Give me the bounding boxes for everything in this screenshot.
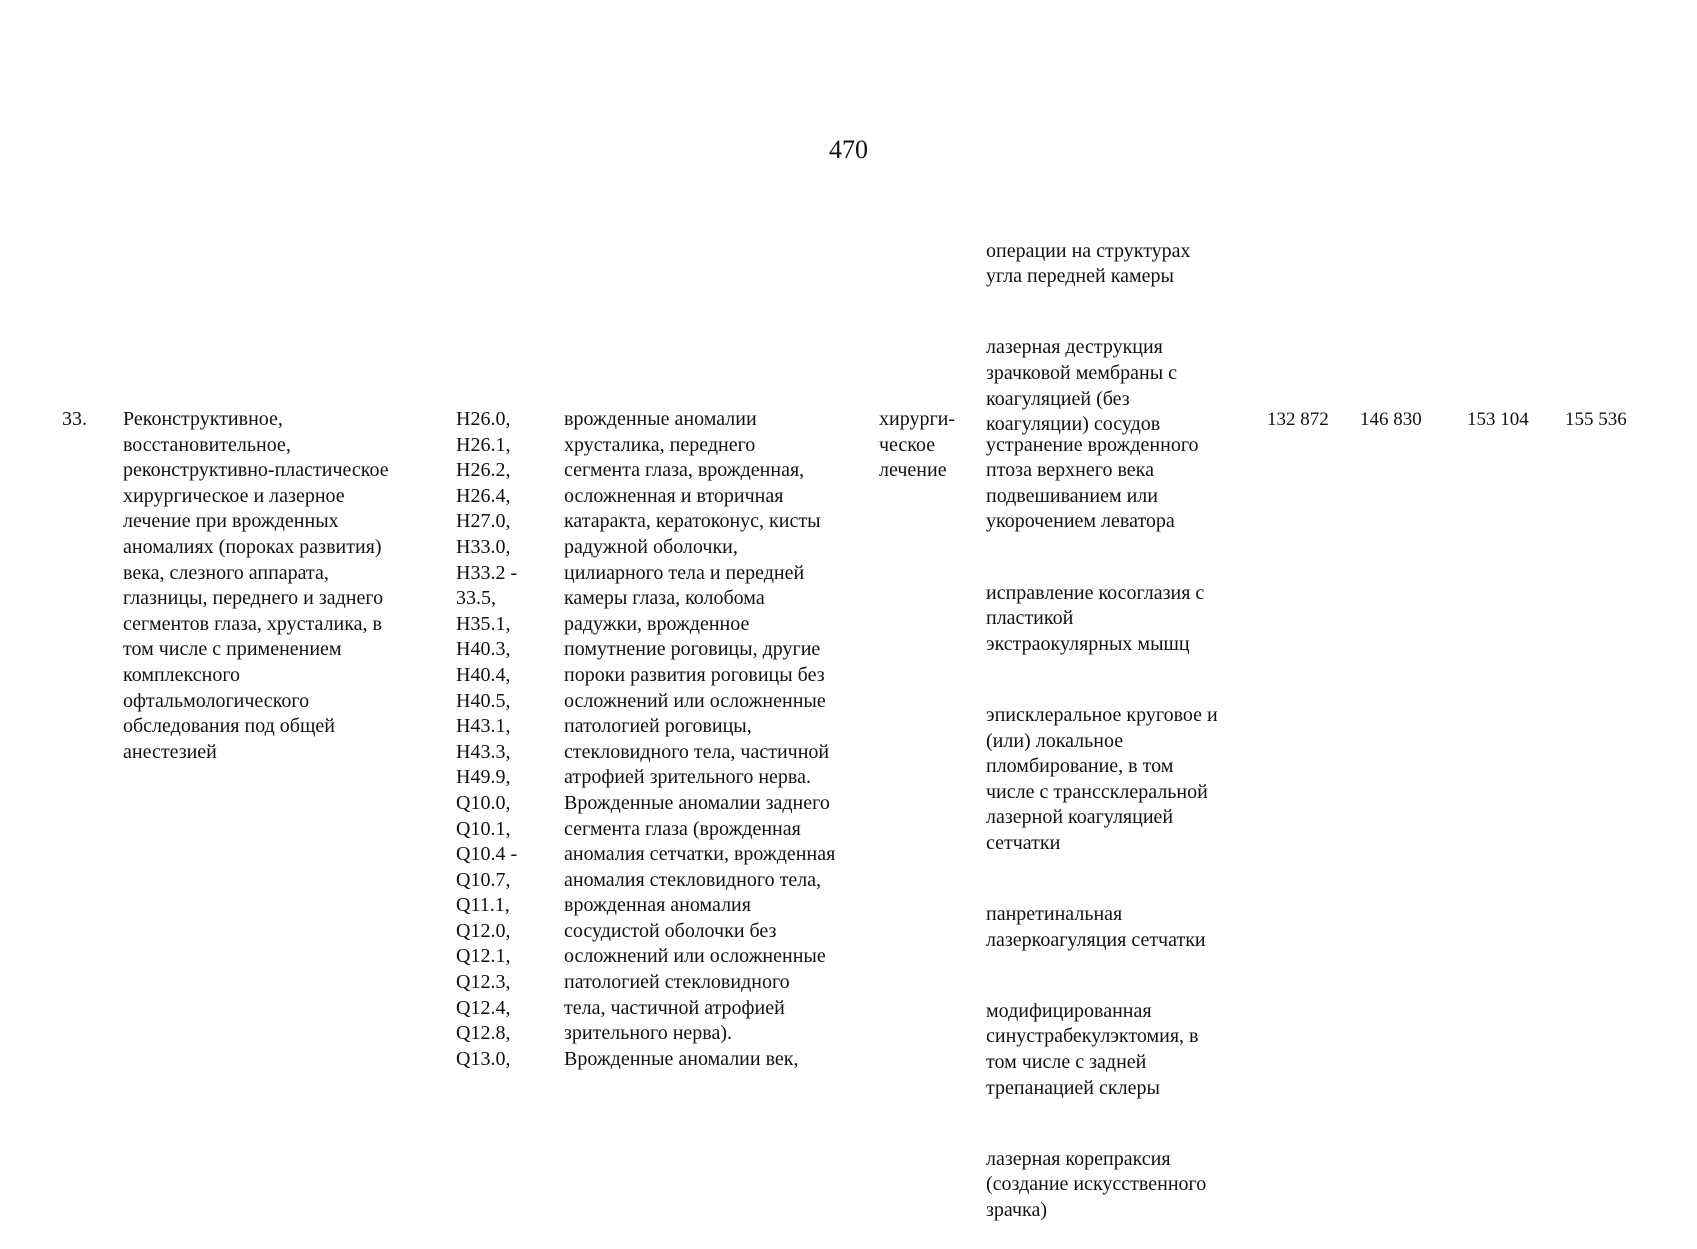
icd-codes: H26.0, H26.1, H26.2, H26.4, H27.0, H33.0, H33.2 - 33.5, H35.1, H40.3, H40.4, H40.5, H43.1, H43.3, H49.9, Q10.0, Q10.1, Q10.4 - Q10.7, Q11.1, Q12.0, Q12.1, Q12.3, Q12.4, Q12.8, Q13.0, (456, 408, 518, 1070)
method-item: операции на структурах угла передней камеры (986, 239, 1191, 288)
method-item: устранение врожденного птоза верхнего века подвешиванием или укорочением леватора (986, 433, 1199, 533)
method-item: лазерная деструкция зрачковой мембраны с коагуляцией (без коагуляции) сосудов (986, 336, 1178, 436)
diagnosis-description: врожденные аномалии хрусталика, переднего сегмента глаза, врожденная, осложненная и вторичная катаракта, кератоконус, кисты радужной оболочки, цилиарного тела и передней камеры глаза, колобома радужки, врожденное помутнение роговицы, другие пороки развития роговицы без осложнений или осложненные патологией роговицы, стекловидного тела, частичной атрофией зрительного нерва. Врожденные аномалии заднего сегмента глаза (врожденная аномалия сетчатки, врожденная аномалия стекловидного тела, врожденная аномалия сосудистой оболочки без осложнений или осложненные патологией стекловидного тела, частичной атрофией зрительного нерва). Врожденные аномалии век, (564, 408, 836, 1070)
method-item: модифицированная синустрабекулэктомия, в том числе с задней трепанацией склеры (986, 999, 1199, 1099)
method-item: исправление косоглазия с пластикой экстраокулярных мышц (986, 581, 1205, 655)
procedure-title: Реконструктивное, восстановительное, реконструктивно-пластическое хирургическое и лазерное лечение при врожденных аномалиях (пороках развития) века, слезного аппарата, глазницы, переднего и заднего сегментов глаза, хрусталика, в том числе с применением комплексного офтальмологического обследования под общей анестезией (123, 408, 389, 763)
method-item: панретинальная лазеркоагуляция сетчатки (986, 903, 1206, 951)
cost-value-1: 132 872 (1267, 409, 1329, 430)
cost-value-3: 153 104 (1467, 409, 1529, 430)
method-item: лазерная корепраксия (создание искусственного зрачка) (986, 1147, 1207, 1222)
treatment-methods-cell (986, 407, 1256, 1249)
page-number: 470 (829, 135, 868, 164)
treatment-type: хирурги- ческое лечение (879, 408, 956, 482)
method-item: эписклеральное круговое и (или) локальное пломбирование, в том числе с транссклеральной лазерной коагуляцией сетчатки (986, 703, 1218, 854)
row-number: 33. (62, 408, 87, 430)
cost-value-2: 146 830 (1360, 409, 1422, 430)
cost-value-4: 155 536 (1565, 409, 1627, 430)
